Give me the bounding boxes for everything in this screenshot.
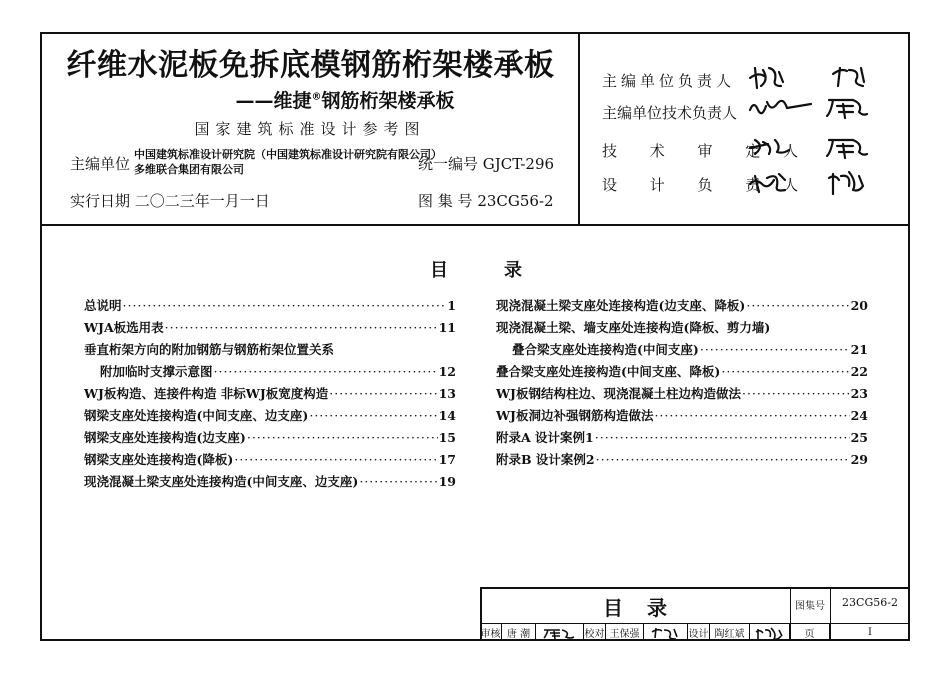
toc-item-text: 钢梁支座处连接构造(降板): [84, 452, 234, 467]
toc-item[interactable]: [84, 384, 456, 402]
toc-leader: [654, 408, 849, 423]
toc-item-page: 13: [438, 386, 456, 401]
editor-org-line1: 中国建筑标准设计研究院（中国建筑标准设计研究院有限公司）: [134, 148, 442, 161]
title-block-name-a: 目: [603, 596, 623, 620]
signature-2a: [750, 101, 811, 113]
review-signature: [536, 624, 584, 641]
toc-leader: [746, 298, 849, 313]
atlas-number: [418, 190, 554, 211]
toc-item-text: 附录B 设计案例2: [496, 452, 595, 467]
editor-label: 主编单位: [70, 155, 131, 173]
toc-item-text: 现浇混凝土梁支座处连接构造(中间支座、边支座): [84, 474, 359, 489]
check-signature-icon: [648, 626, 684, 640]
subtitle-suffix: 钢筋桁架楼承板: [321, 90, 455, 112]
header-divider: [40, 224, 910, 226]
toc-leader: [596, 452, 850, 467]
toc-item[interactable]: [100, 362, 456, 380]
toc-item-text: 钢梁支座处连接构造(边支座): [84, 430, 246, 445]
toc-leader: [214, 364, 438, 379]
signature-3b: [827, 140, 867, 158]
atlas-value: 23CG56-2: [477, 192, 554, 210]
registered-mark: ®: [311, 91, 322, 103]
signature-3a: [750, 140, 789, 154]
subtitle-prefix: ——维捷: [235, 90, 312, 112]
review-name: 唐 潮: [502, 624, 536, 641]
check-label: 校对: [584, 624, 606, 641]
toc-item[interactable]: [84, 296, 456, 314]
toc-item[interactable]: [496, 318, 770, 336]
toc-item-page: 12: [438, 364, 456, 379]
toc-item-text: 叠合梁支座处连接构造(中间支座): [512, 342, 699, 357]
toc-leader: [234, 452, 437, 467]
toc-item[interactable]: [496, 450, 868, 468]
chief-tech-head: 主编单位技术负责人: [602, 104, 738, 122]
toc-leader: [359, 474, 437, 489]
toc-item-text: WJA板选用表: [84, 320, 164, 335]
toc-leader: [700, 342, 850, 357]
document-title: 纤维水泥板免拆底模钢筋桁架楼承板: [66, 48, 555, 83]
toc-item-text: WJ板构造、连接件构造 非标WJ板宽度构造: [84, 386, 329, 401]
toc-title: [430, 256, 522, 282]
toc-item[interactable]: [512, 340, 868, 358]
toc-item-text: 附录A 设计案例1: [496, 430, 594, 445]
toc-item[interactable]: [84, 450, 456, 468]
toc-item-text: 附加临时支撑示意图: [100, 364, 213, 379]
design-lead-suffix: 人: [783, 176, 803, 194]
document-subtitle: [180, 86, 510, 113]
design-name: 陶红斌: [710, 624, 750, 641]
toc-leader: [309, 408, 437, 423]
signature-4b: [829, 172, 863, 194]
toc-item-page: 19: [438, 474, 456, 489]
toc-leader: [165, 320, 438, 335]
toc-leader: [721, 364, 849, 379]
toc-leader: [123, 298, 447, 313]
toc-item-text: WJ板钢结构柱边、现浇混凝土柱边构造做法: [496, 386, 741, 401]
toc-leader: [329, 386, 437, 401]
tech-reviewer-label: 技 术 审 定: [602, 142, 775, 160]
toc-leader: [595, 430, 850, 445]
toc-item-text: 现浇混凝土梁支座处连接构造(边支座、降板): [496, 298, 746, 313]
title-block-name-b: 录: [647, 596, 667, 620]
toc-item-text: 垂直桁架方向的附加钢筋与钢筋桁架位置关系: [84, 342, 335, 357]
toc-item-text: WJ板洞边补强钢筋构造做法: [496, 408, 654, 423]
toc-item-text: 叠合梁支座处连接构造(中间支座、降板): [496, 364, 721, 379]
design-lead-label: 设 计 负 责: [602, 176, 775, 194]
editor-org-line2: 多维联合集团有限公司: [134, 163, 244, 176]
check-signature: [644, 624, 688, 641]
toc-item-page: 21: [850, 342, 868, 357]
toc-item[interactable]: [84, 428, 456, 446]
unified-no-value: GJCT-296: [482, 155, 555, 173]
toc-item[interactable]: [496, 362, 868, 380]
toc-item[interactable]: [84, 472, 456, 490]
toc-item-page: 22: [850, 364, 868, 379]
editor-org: [134, 147, 442, 177]
toc-item-page: 29: [850, 452, 868, 467]
signature-2b: [827, 100, 867, 118]
toc-item[interactable]: [496, 384, 868, 402]
title-block: [480, 587, 910, 641]
toc-item-page: 17: [438, 452, 456, 467]
toc-item[interactable]: [496, 406, 868, 424]
title-block-atlas-no: 23CG56-2: [842, 596, 898, 609]
design-signature-icon: [753, 626, 787, 640]
tech-reviewer-suffix: 人: [783, 142, 803, 160]
toc-leader: [742, 386, 850, 401]
title-block-atlas-label: 图集号: [795, 601, 825, 612]
toc-item-page: 23: [850, 386, 868, 401]
atlas-label: 图 集 号: [418, 192, 473, 210]
design-label: 设计: [688, 624, 710, 641]
design-signature: [750, 624, 790, 641]
toc-item-page: 25: [850, 430, 868, 445]
review-signature-icon: [540, 626, 580, 640]
unified-no: [418, 153, 554, 174]
signature-4a: [750, 174, 785, 192]
toc-item-text: 钢梁支座处连接构造(中间支座、边支座): [84, 408, 309, 423]
check-name: 王保强: [606, 624, 644, 641]
toc-item[interactable]: [496, 428, 868, 446]
effective-date: [70, 190, 270, 211]
review-label: 审核: [480, 624, 502, 641]
toc-item-page: 20: [850, 298, 868, 313]
toc-item-page: 1: [447, 298, 456, 313]
series-name: 国家建筑标准设计参考图: [194, 120, 426, 138]
date-label: 实行日期: [70, 192, 131, 210]
date-value: 二〇二三年一月一日: [134, 192, 270, 210]
toc-item-page: 11: [438, 320, 456, 335]
toc-item-page: 14: [438, 408, 456, 423]
page-label: 页: [790, 624, 830, 641]
toc-item-text: 总说明: [84, 298, 122, 313]
toc-title-b: 录: [504, 260, 522, 281]
signatures: [745, 60, 880, 210]
toc-item-page: 15: [438, 430, 456, 445]
toc-item[interactable]: [496, 296, 868, 314]
unified-no-label: 统一编号: [418, 155, 479, 173]
page-number: I: [868, 627, 872, 638]
title-block-name: [480, 592, 790, 621]
toc-leader: [247, 430, 438, 445]
header-vertical-divider: [578, 32, 580, 225]
chief-editor-head: 主编单位负责人: [602, 72, 736, 90]
toc-title-a: 目: [430, 260, 448, 281]
signature-1b: [833, 68, 864, 86]
toc-item[interactable]: [84, 318, 456, 336]
toc-item[interactable]: [84, 406, 456, 424]
toc-item-text: 现浇混凝土梁、墙支座处连接构造(降板、剪力墙): [496, 320, 771, 335]
signature-1a: [750, 68, 783, 88]
toc-item-page: 24: [850, 408, 868, 423]
toc-item[interactable]: [84, 340, 334, 358]
